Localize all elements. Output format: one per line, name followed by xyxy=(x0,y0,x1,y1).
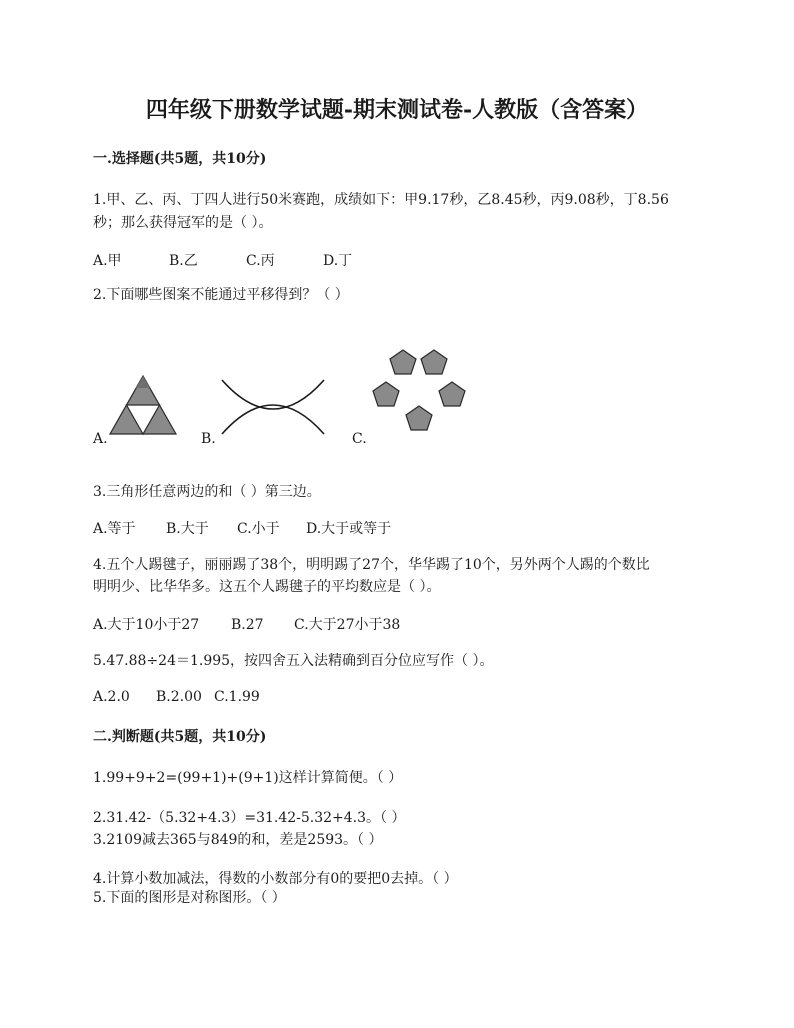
q5-text: 5.47.88÷24＝1.995，按四舍五入法精确到百分位应写作（ ）。 xyxy=(93,653,494,669)
figure-c-label: C. xyxy=(352,431,367,447)
q3-option-d: D.大于或等于 xyxy=(306,521,392,537)
judge-5: 5.下面的图形是对称图形。（ ） xyxy=(93,890,286,906)
q3-option-c: C.小于 xyxy=(237,521,280,537)
q5-option-c: C.1.99 xyxy=(214,689,260,705)
figure-c-pentagons xyxy=(368,346,470,438)
q4-option-a: A.大于10小于27 xyxy=(93,617,200,633)
q4-text-line2: 明明少、比华华多。这五个人踢毽子的平均数应是（ ）。 xyxy=(93,579,441,595)
q1-option-a: A.甲 xyxy=(93,253,122,269)
figure-b-label: B. xyxy=(201,431,216,447)
q3-option-b: B.大于 xyxy=(166,521,209,537)
q1-option-b: B.乙 xyxy=(169,253,198,269)
section-2-heading: 二.判断题(共5题，共10分) xyxy=(93,729,267,745)
q3-option-a: A.等于 xyxy=(93,521,136,537)
judge-3: 3.2109减去365与849的和，差是2593。（ ） xyxy=(93,832,383,848)
q5-option-b: B.2.00 xyxy=(156,689,202,705)
q1-option-c: C.丙 xyxy=(246,253,275,269)
q1-text-line1: 1.甲、乙、丙、丁四人进行50米赛跑，成绩如下：甲9.17秒，乙8.45秒，丙9.08秒，丁8.56 xyxy=(93,192,669,208)
q1-options xyxy=(93,252,352,270)
q3-options xyxy=(93,520,391,538)
figure-a-label: A. xyxy=(93,431,108,447)
q1-text-line2: 秒；那么获得冠军的是（ ）。 xyxy=(93,215,273,231)
judge-4: 4.计算小数加减法，得数的小数部分有0的要把0去掉。（ ） xyxy=(93,871,458,887)
q4-options xyxy=(93,616,400,634)
q2-text: 2.下面哪些图案不能通过平移得到？（ ） xyxy=(93,287,349,303)
page-title: 四年级下册数学试题-期末测试卷-人教版（含答案） xyxy=(145,97,649,123)
q3-text: 3.三角形任意两边的和（ ）第三边。 xyxy=(93,484,321,500)
judge-1: 1.99+9+2=(99+1)+(9+1)这样计算简便。（ ） xyxy=(93,770,403,786)
q4-option-c: C.大于27小于38 xyxy=(294,617,401,633)
judge-2: 2.31.42-（5.32+4.3）=31.42-5.32+4.3。（ ） xyxy=(93,810,406,826)
q4-option-b: B.27 xyxy=(231,617,264,633)
q5-options xyxy=(93,688,260,706)
q1-option-d: D.丁 xyxy=(323,253,353,269)
figure-b-arcs xyxy=(218,378,328,436)
q4-text-line1: 4.五个人踢毽子，丽丽踢了38个，明明踢了27个，华华踢了10个，另外两个人踢的个数比 xyxy=(93,557,650,573)
figure-a-triangle xyxy=(108,374,178,436)
q5-option-a: A.2.0 xyxy=(93,689,130,705)
section-1-heading: 一.选择题(共5题，共10分) xyxy=(93,151,267,167)
